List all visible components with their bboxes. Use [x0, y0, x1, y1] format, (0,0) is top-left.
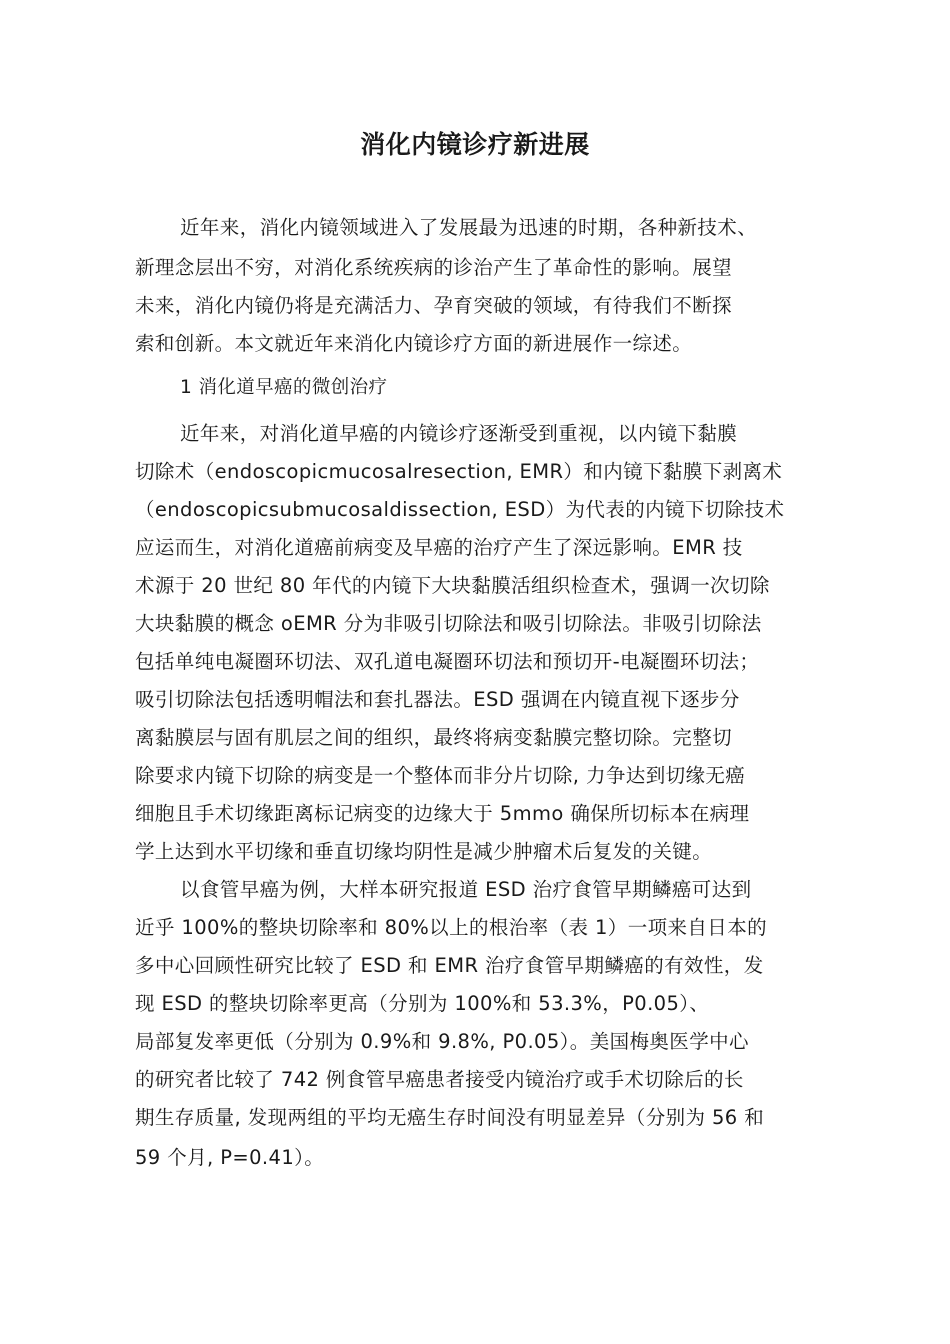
text-line: 期生存质量, 发现两组的平均无癌生存时间没有明显差异（分别为 56 和 [135, 1106, 765, 1129]
text-line: 现 ESD 的整块切除率更高（分别为 100%和 53.3%，P0.05）、 [135, 992, 710, 1015]
text-line: 59 个月, P=0.41）。 [135, 1146, 325, 1169]
text-line: 应运而生，对消化道癌前病变及早癌的治疗产生了深远影响。EMR 技 [135, 536, 743, 559]
text-line: 新理念层出不穷，对消化系统疾病的诊治产生了革命性的影响。展望 [135, 256, 733, 279]
text-line: 近年来，对消化道早癌的内镜诊疗逐渐受到重视，以内镜下黏膜 [180, 422, 738, 445]
text-line: 吸引切除法包括透明帽法和套扎器法。ESD 强调在内镜直视下逐步分 [135, 688, 740, 711]
text-line: 切除术（endoscopicmucosalresection, EMR）和内镜下黏膜下剥离术 [135, 460, 783, 483]
page-title: 消化内镜诊疗新进展 [360, 130, 590, 159]
text-line: 离黏膜层与固有肌层之间的组织，最终将病变黏膜完整切除。完整切 [135, 726, 733, 749]
text-line: 大块黏膜的概念 oEMR 分为非吸引切除法和吸引切除法。非吸引切除法 [135, 612, 762, 635]
text-line: 未来，消化内镜仍将是充满活力、孕育突破的领域，有待我们不断探 [135, 294, 733, 317]
text-line: 近年来，消化内镜领域进入了发展最为迅速的时期，各种新技术、 [180, 216, 758, 239]
text-line: 包括单纯电凝圈环切法、双孔道电凝圈环切法和预切开-电凝圈环切法； [135, 650, 760, 673]
text-line: 学上达到水平切缘和垂直切缘均阴性是减少肿瘤术后复发的关键。 [135, 840, 713, 863]
text-line: 细胞且手术切缘距离标记病变的边缘大于 5mmo 确保所切标本在病理 [135, 802, 750, 825]
text-line: 术源于 20 世纪 80 年代的内镜下大块黏膜活组织检查术，强调一次切除 [135, 574, 770, 597]
text-line: 除要求内镜下切除的病变是一个整体而非分片切除, 力争达到切缘无癌 [135, 764, 746, 787]
text-line: 局部复发率更低（分别为 0.9%和 9.8%, P0.05）。美国梅奥医学中心 [135, 1030, 749, 1053]
text-line: 以食管早癌为例，大样本研究报道 ESD 治疗食管早期鳞癌可达到 [180, 878, 752, 901]
text-line: 的研究者比较了 742 例食管早癌患者接受内镜治疗或手术切除后的长 [135, 1068, 744, 1091]
text-line: 多中心回顾性研究比较了 ESD 和 EMR 治疗食管早期鳞癌的有效性，发 [135, 954, 764, 977]
text-line: 索和创新。本文就近年来消化内镜诊疗方面的新进展作一综述。 [135, 332, 693, 355]
text-line: （endoscopicsubmucosaldissection, ESD）为代表的内镜下切除技术 [135, 498, 785, 521]
section-heading: 1 消化道早癌的微创治疗 [180, 377, 388, 398]
text-line: 近乎 100%的整块切除率和 80%以上的根治率（表 1）一项来自日本的 [135, 916, 767, 939]
